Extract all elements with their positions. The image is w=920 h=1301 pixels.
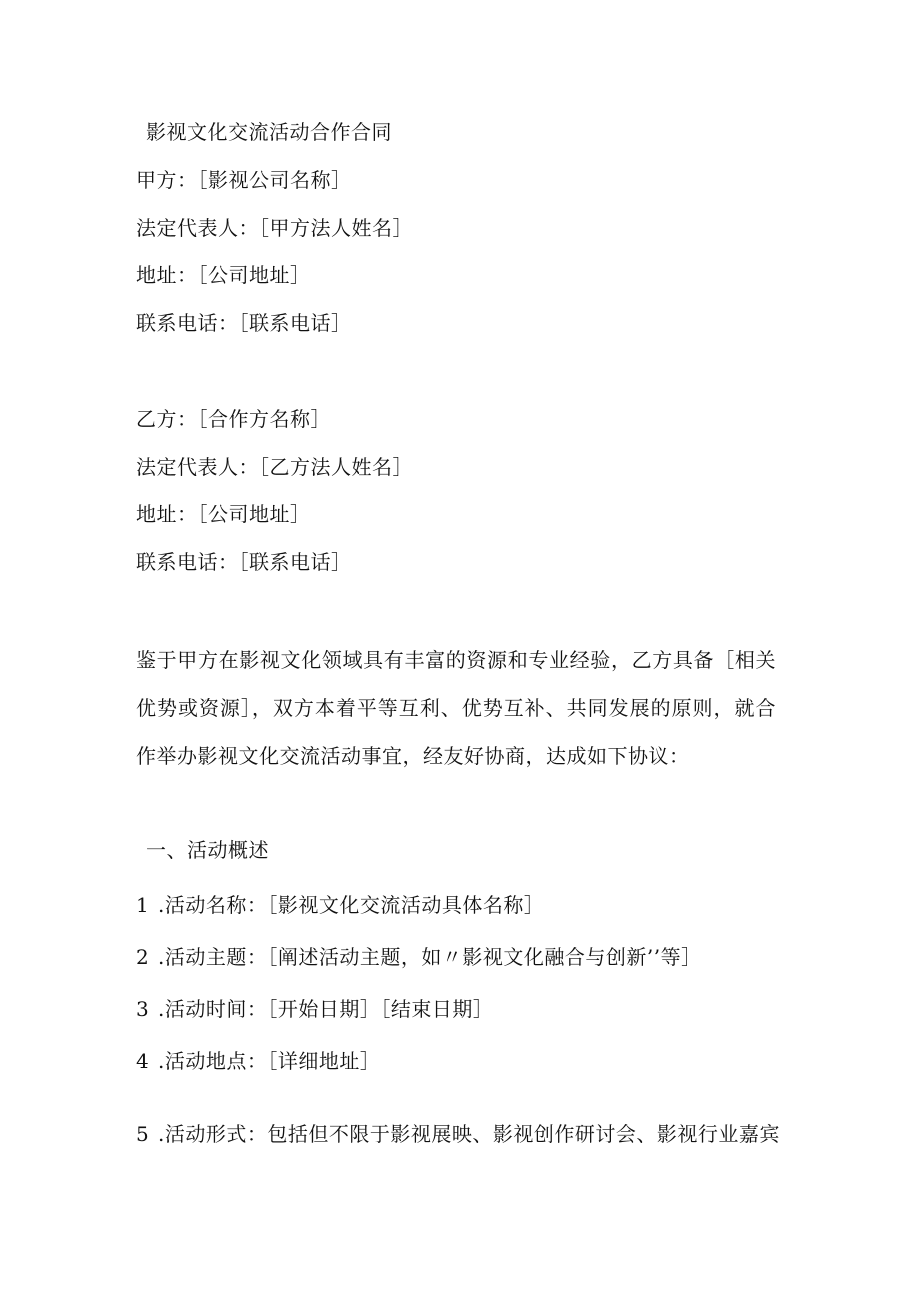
party-a-address: 地址：［公司地址］ <box>136 263 311 287</box>
party-b-phone: 联系电话：［联系电话］ <box>136 550 352 574</box>
party-b-representative: 法定代表人：［乙方法人姓名］ <box>136 455 413 479</box>
party-b-address: 地址：［公司地址］ <box>136 502 311 526</box>
list-item <box>136 891 544 919</box>
list-item <box>136 943 702 971</box>
section-heading: 一、活动概述 <box>146 838 269 862</box>
list-item-text: .活动地点：［详细地址］ <box>158 1049 381 1073</box>
party-a-representative: 法定代表人：［甲方法人姓名］ <box>136 216 413 240</box>
preamble-paragraph: 鉴于甲方在影视文化领域具有丰富的资源和专业经验，乙方具备［相关优势或资源］，双方本着平等互利、优势互补、共同发展的原则，就合作举办影视文化交流活动事宜，经友好协商，达成如下协议： <box>136 648 776 768</box>
party-b-name: 乙方：［合作方名称］ <box>136 407 331 431</box>
list-item-number: 4 <box>136 1049 150 1073</box>
list-item-text: .活动主题：［阐述活动主题，如〃影视文化融合与创新’’等］ <box>158 945 702 969</box>
list-item-text: .活动时间：［开始日期］［结束日期］ <box>158 997 494 1021</box>
document-title: 影视文化交流活动合作合同 <box>146 120 392 144</box>
list-item-number: 2 <box>136 945 150 969</box>
list-item-number: 1 <box>136 893 150 917</box>
list-item-text: .活动名称：［影视文化交流活动具体名称］ <box>158 893 545 917</box>
list-item-number: 5 <box>136 1122 150 1146</box>
list-item <box>136 1120 780 1148</box>
list-item <box>136 1047 380 1075</box>
party-a-name: 甲方：［影视公司名称］ <box>136 168 352 192</box>
party-a-phone: 联系电话：［联系电话］ <box>136 311 352 335</box>
list-item <box>136 995 493 1023</box>
list-item-number: 3 <box>136 997 150 1021</box>
list-item-text: .活动形式：包括但不限于影视展映、影视创作研讨会、影视行业嘉宾 <box>158 1122 780 1146</box>
